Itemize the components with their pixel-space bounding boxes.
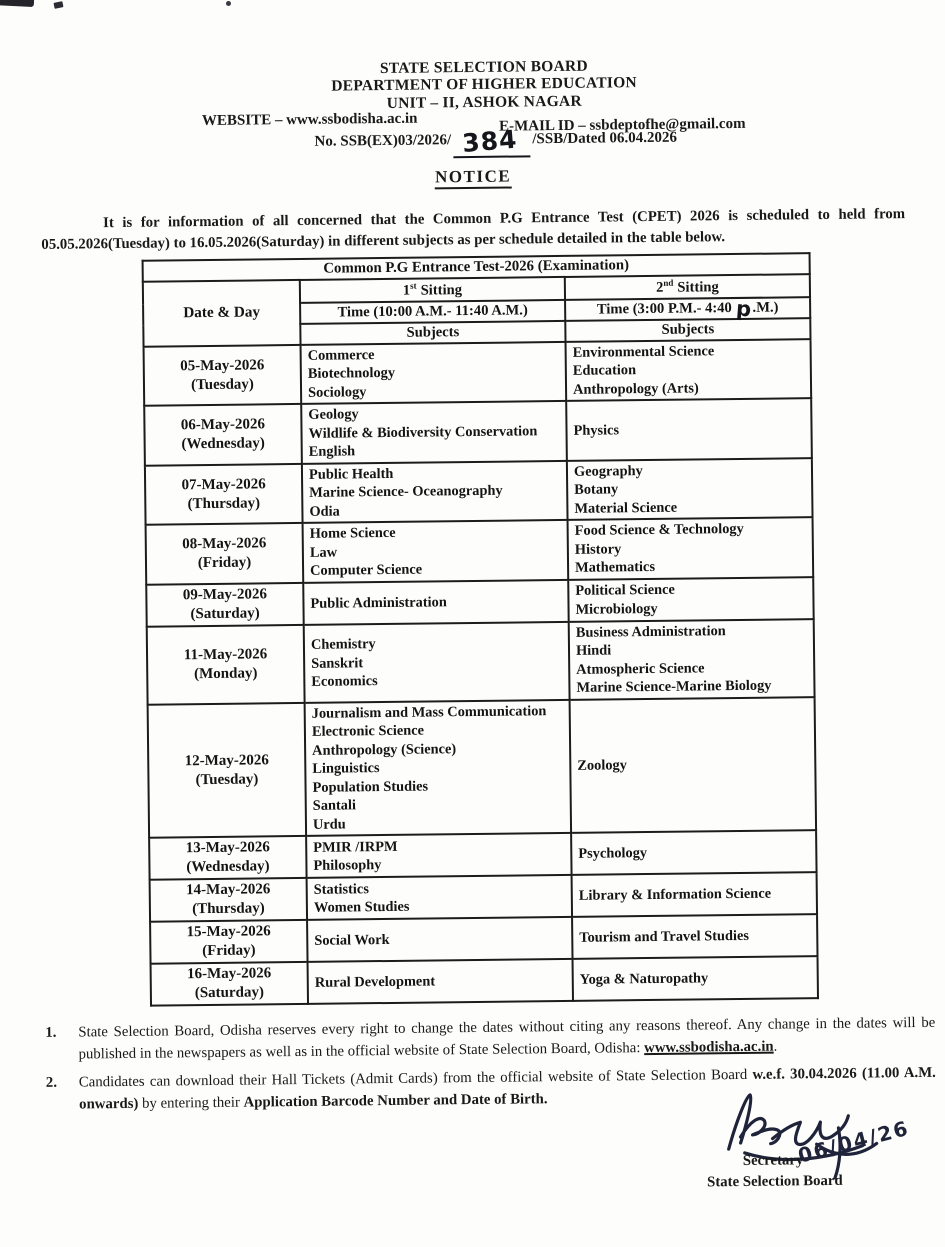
- first-sitting-subjects-cell: [305, 700, 571, 836]
- date-cell: 05-May-2026 (Tuesday): [144, 345, 302, 406]
- subject-item: PMIR /IRPM: [313, 838, 398, 856]
- date-cell: 12-May-2026 (Tuesday): [148, 703, 307, 838]
- second-sitting-subjects-cell: [566, 399, 812, 461]
- website-text: WEBSITE – www.ssbodisha.ac.in: [201, 110, 418, 130]
- subject-item: Chemistry: [310, 636, 376, 653]
- subject-item: Tourism and Travel Studies: [579, 927, 750, 946]
- date-cell: 08-May-2026 (Friday): [146, 523, 304, 584]
- subject-item: Microbiology: [575, 600, 658, 618]
- first-sitting-subjects-cell: [307, 917, 572, 962]
- handwritten-p-correction: p: [735, 296, 753, 322]
- second-sitting-subjects-cell: [572, 872, 817, 917]
- reference-number-line: [0, 126, 940, 164]
- subject-item: Odia: [309, 503, 340, 520]
- second-sitting-subjects-cell: [568, 577, 813, 622]
- handwritten-ref-number: 384: [461, 124, 519, 158]
- subject-item: Yoga & Naturopathy: [579, 970, 709, 988]
- second-sitting-subjects-cell: [571, 830, 816, 875]
- subject-item: Electronic Science: [311, 722, 425, 741]
- signatory-title: Secretary: [742, 1152, 804, 1169]
- note-text: State Selection Board, Odisha reserves every right to change the dates without citing any reasons thereof. Any change in the dates will be published in the newspapers as well as in the official website of State Selection Board, Odisha: www.ssbodisha.ac.in.: [78, 1014, 936, 1063]
- subject-item: Women Studies: [313, 899, 410, 917]
- note-text: Candidates can download their Hall Tickets (Admit Cards) from the official website of State Selection Board w.e.f. 30.04.2026 (11.00 A.M. onwards) by entering their Application Barcode Number and Date of Birth.: [78, 1064, 936, 1112]
- subject-item: Marine Science- Oceanography: [309, 483, 503, 502]
- subject-item: Education: [572, 362, 637, 380]
- date-cell: 14-May-2026 (Thursday): [150, 878, 307, 922]
- subject-item: Social Work: [314, 932, 390, 949]
- first-sitting-time: Time (10:00 A.M.- 11:40 A.M.): [300, 300, 565, 324]
- subject-item: Biotechnology: [307, 365, 396, 383]
- note-number: 1.: [45, 1024, 57, 1041]
- subject-item: Sociology: [307, 384, 367, 401]
- subject-item: English: [308, 443, 356, 461]
- column-header-date-day: Date & Day: [143, 280, 301, 347]
- subject-item: Public Health: [308, 465, 394, 483]
- email-text: E-MAIL ID – ssbdeptofhe@gmail.com: [498, 115, 746, 135]
- table-row: [145, 458, 813, 525]
- subject-item: Geography: [573, 462, 643, 480]
- first-sitting-subjects-cell: [307, 875, 572, 920]
- first-sitting-subjects-cell: [304, 622, 570, 703]
- first-sitting-subjects-cell: [303, 580, 568, 625]
- exam-schedule-table: [142, 252, 819, 1007]
- handwritten-date: 06/04/26: [795, 1115, 912, 1168]
- subject-item: Physics: [573, 422, 620, 439]
- subject-item: Law: [309, 544, 338, 561]
- subject-item: Food Science & Technology: [574, 521, 744, 540]
- first-sitting-subjects-cell: [306, 833, 571, 878]
- subject-item: Business Administration: [575, 622, 726, 641]
- subject-item: Anthropology (Arts): [572, 380, 699, 398]
- second-sitting-subjects-cell: [566, 339, 812, 401]
- signature-block: [694, 1085, 945, 1228]
- subject-item: Wildlife & Biodiversity Conservation: [308, 423, 538, 442]
- subject-item: Botany: [574, 481, 619, 499]
- table-row: [149, 830, 816, 880]
- signatory-organization: State Selection Board: [706, 1172, 843, 1191]
- subject-item: Marine Science-Marine Biology: [576, 677, 772, 697]
- intro-paragraph: It is for information of all concerned that the Common P.G Entrance Test (CPET) 2026 is scheduled to held from 05.05.2026(Tuesday) to 16.05.2026(Saturday) in different subjects as per schedule detailed in the table below.: [41, 205, 906, 253]
- subject-item: Journalism and Mass Communication: [311, 703, 547, 722]
- table-row: [150, 872, 817, 922]
- table-row: [151, 956, 818, 1006]
- org-name-line: STATE SELECTION BOARD: [379, 57, 588, 78]
- ref-prefix: No. SSB(EX)03/2026/: [314, 132, 452, 150]
- column-header-first-sitting: 1st Sitting: [300, 277, 565, 303]
- subject-item: Urdu: [312, 816, 346, 833]
- column-header-second-sitting: 2nd Sitting: [565, 274, 810, 300]
- subject-item: Rural Development: [314, 973, 436, 991]
- subject-item: Political Science: [575, 582, 675, 600]
- table-row: [150, 914, 817, 964]
- table-row: [144, 339, 812, 406]
- second-sitting-time: Time (3:00 P.M.- 4:40 p.M.): [565, 297, 810, 321]
- second-sitting-subjects-cell: [569, 619, 815, 700]
- unit-line: UNIT – II, ASHOK NAGAR: [386, 92, 582, 112]
- first-sitting-subjects-cell: [301, 342, 567, 405]
- subject-item: Public Administration: [310, 593, 447, 612]
- subject-item: Economics: [311, 673, 378, 690]
- schedule-table-body: [144, 339, 818, 1006]
- subject-item: Psychology: [578, 845, 648, 862]
- subjects-header-second: Subjects: [565, 318, 810, 342]
- second-sitting-subjects-cell: [573, 956, 818, 1001]
- first-sitting-subjects-cell: [303, 520, 569, 583]
- notice-heading: NOTICE: [0, 162, 941, 193]
- second-sitting-subjects-cell: [568, 517, 814, 579]
- subject-item: History: [574, 541, 622, 558]
- table-row: [146, 577, 813, 627]
- subjects-header-first: Subjects: [300, 321, 565, 345]
- date-cell: 16-May-2026 (Saturday): [151, 962, 308, 1006]
- subject-item: Population Studies: [312, 778, 429, 796]
- second-sitting-subjects-cell: [567, 458, 813, 520]
- date-cell: 11-May-2026 (Monday): [147, 625, 305, 705]
- subject-item: Statistics: [313, 881, 369, 898]
- date-cell: 13-May-2026 (Wednesday): [149, 836, 306, 880]
- subject-item: Santali: [312, 797, 357, 815]
- table-row: [148, 697, 816, 838]
- table-title: Common P.G Entrance Test-2026 (Examination): [143, 253, 810, 282]
- second-sitting-subjects-cell: [570, 697, 816, 833]
- subject-item: Linguistics: [312, 760, 380, 778]
- table-row: [144, 399, 812, 466]
- subject-item: Environmental Science: [572, 343, 715, 361]
- department-line: DEPARTMENT OF HIGHER EDUCATION: [331, 74, 637, 95]
- subject-item: Philosophy: [313, 857, 382, 875]
- date-cell: 15-May-2026 (Friday): [150, 920, 307, 964]
- subject-item: Sanskrit: [311, 654, 364, 672]
- subject-item: Anthropology (Science): [312, 741, 457, 759]
- date-cell: 06-May-2026 (Wednesday): [144, 404, 302, 465]
- date-cell: 09-May-2026 (Saturday): [146, 583, 303, 627]
- subject-item: Home Science: [309, 525, 396, 543]
- second-sitting-subjects-cell: [572, 914, 817, 959]
- note-number: 2.: [45, 1074, 58, 1091]
- subject-item: Material Science: [574, 499, 678, 517]
- subject-item: Atmospheric Science: [576, 660, 705, 678]
- subject-item: Commerce: [307, 346, 375, 364]
- subject-item: Computer Science: [310, 561, 423, 580]
- date-cell: 07-May-2026 (Thursday): [145, 464, 303, 525]
- table-row: [146, 517, 814, 584]
- ref-suffix: /SSB/Dated 06.04.2026: [532, 129, 678, 148]
- note-item: [45, 1013, 935, 1066]
- subject-item: Geology: [308, 406, 359, 424]
- subject-item: Library & Information Science: [578, 885, 772, 904]
- subject-item: Mathematics: [574, 559, 656, 577]
- first-sitting-subjects-cell: [302, 461, 568, 524]
- subject-item: Hindi: [575, 642, 612, 660]
- subject-item: Zoology: [577, 757, 627, 775]
- first-sitting-subjects-cell: [301, 401, 567, 464]
- handwritten-ref-underline: [453, 124, 530, 158]
- first-sitting-subjects-cell: [308, 959, 573, 1004]
- table-row: [147, 619, 815, 705]
